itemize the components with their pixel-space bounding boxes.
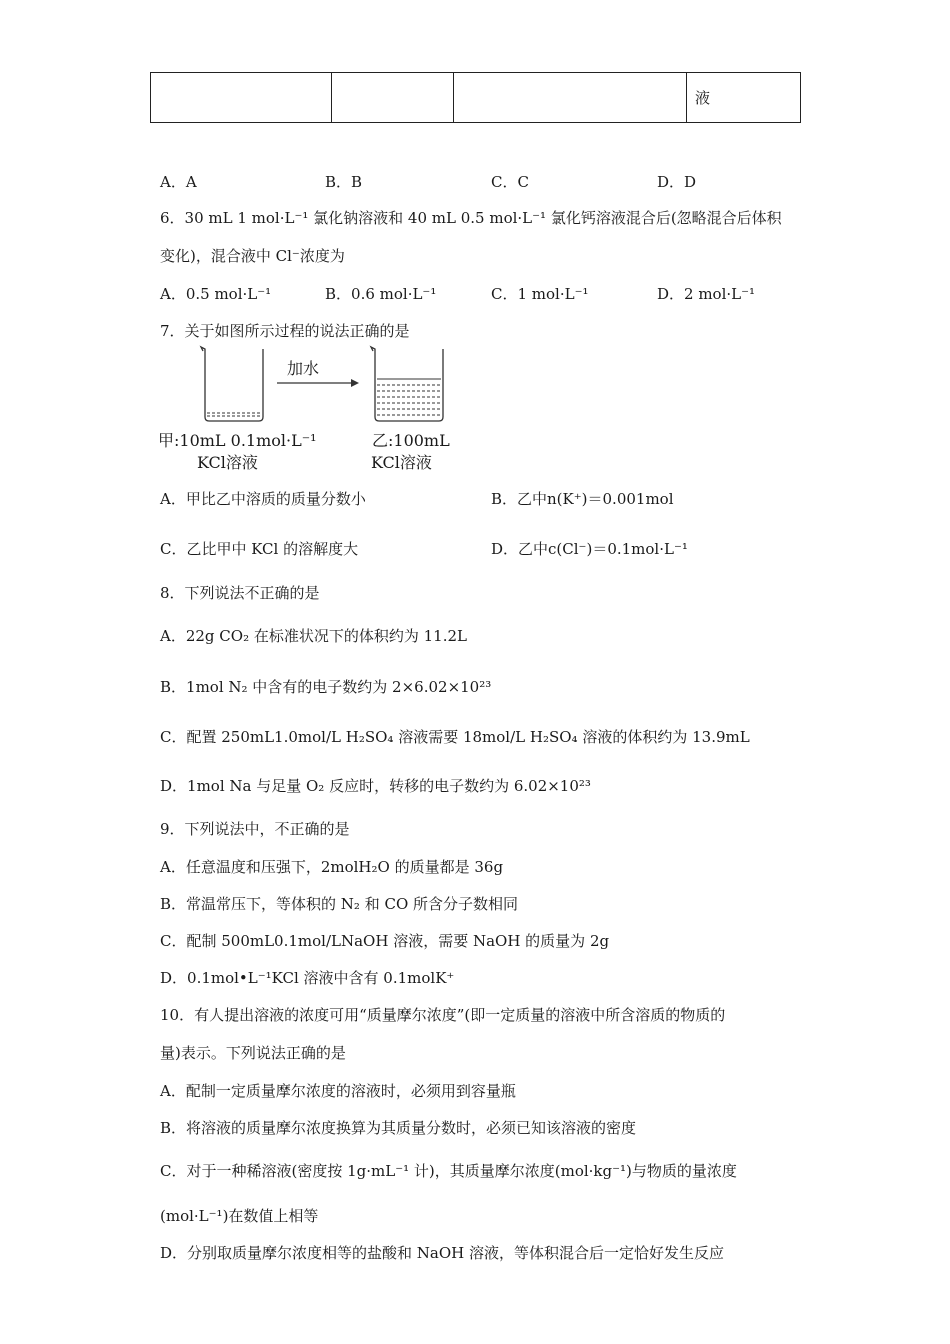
fig-right-label2: KCl溶液 — [371, 453, 432, 472]
fig-arrow-label: 加水 — [287, 359, 320, 378]
q9-option-c: C．配制 500mL0.1mol/LNaOH 溶液，需要 NaOH 的质量为 2g — [160, 932, 610, 950]
q10-stem-line2: 量)表示。下列说法正确的是 — [160, 1044, 346, 1062]
q7-option-c: C．乙比甲中 KCl 的溶解度大 — [160, 540, 359, 558]
fig-right-label1: 乙:100mL — [372, 431, 450, 450]
q10-option-a: A．配制一定质量摩尔浓度的溶液时，必须用到容量瓶 — [160, 1082, 516, 1100]
table-cell: 液 — [687, 73, 801, 123]
q8-option-b: B．1mol N₂ 中含有的电子数约为 2×6.02×10²³ — [160, 678, 492, 696]
table-cell — [151, 73, 332, 123]
q6-option-a: A．0.5 mol·L⁻¹ — [160, 285, 272, 303]
q9-stem: 9．下列说法中，不正确的是 — [160, 820, 350, 838]
q9-option-b: B．常温常压下，等体积的 N₂ 和 CO 所含分子数相同 — [160, 895, 519, 913]
q7-option-b: B．乙中n(K⁺)＝0.001mol — [491, 490, 674, 508]
q10-option-c-line2: (mol·L⁻¹)在数值上相等 — [160, 1207, 319, 1225]
q7-option-d: D．乙中c(Cl⁻)＝0.1mol·L⁻¹ — [491, 540, 688, 558]
q9-option-d: D．0.1mol•L⁻¹KCl 溶液中含有 0.1molK⁺ — [160, 969, 455, 987]
q6-stem-line1: 6．30 mL 1 mol·L⁻¹ 氯化钠溶液和 40 mL 0.5 mol·L⁻¹ 氯化钙溶液混合后(忽略混合后体积 — [160, 209, 782, 227]
q6-option-d: D．2 mol·L⁻¹ — [657, 285, 756, 303]
q10-option-b: B．将溶液的质量摩尔浓度换算为其质量分数时，必须已知该溶液的密度 — [160, 1119, 637, 1137]
q10-option-c-line1: C．对于一种稀溶液(密度按 1g·mL⁻¹ 计)，其质量摩尔浓度(mol·kg⁻¹)与物质的量浓度 — [160, 1162, 737, 1180]
q10-stem-line1: 10．有人提出溶液的浓度可用“质量摩尔浓度”(即一定质量的溶液中所含溶质的物质的 — [160, 1006, 726, 1024]
q5-option-b: B．B — [325, 173, 363, 191]
q8-option-c: C．配置 250mL1.0mol/L H₂SO₄ 溶液需要 18mol/L H₂SO₄ 溶液的体积约为 13.9mL — [160, 728, 750, 746]
table-row — [151, 73, 801, 123]
q7-stem: 7．关于如图所示过程的说法正确的是 — [160, 322, 410, 340]
q5-option-d: D．D — [657, 173, 697, 191]
q5-option-c: C．C — [491, 173, 529, 191]
q10-option-d: D．分别取质量摩尔浓度相等的盐酸和 NaOH 溶液，等体积混合后一定恰好发生反应 — [160, 1244, 725, 1262]
q6-option-b: B．0.6 mol·L⁻¹ — [325, 285, 437, 303]
answer-table — [150, 72, 801, 123]
q8-stem: 8．下列说法不正确的是 — [160, 584, 320, 602]
q6-stem-line2: 变化)，混合液中 Cl⁻浓度为 — [160, 247, 345, 265]
q8-option-d: D．1mol Na 与足量 O₂ 反应时，转移的电子数约为 6.02×10²³ — [160, 777, 591, 795]
fig-left-label2: KCl溶液 — [197, 453, 258, 472]
q7-option-a: A．甲比乙中溶质的质量分数小 — [160, 490, 366, 508]
table-cell — [454, 73, 687, 123]
table-cell — [332, 73, 454, 123]
q8-option-a: A．22g CO₂ 在标准状况下的体积约为 11.2L — [160, 627, 467, 645]
q9-option-a: A．任意温度和压强下，2molH₂O 的质量都是 36g — [160, 858, 504, 876]
fig-left-label1: 甲:10mL 0.1mol·L⁻¹ — [158, 431, 317, 450]
q5-option-a: A．A — [160, 173, 197, 191]
q6-option-c: C．1 mol·L⁻¹ — [491, 285, 589, 303]
